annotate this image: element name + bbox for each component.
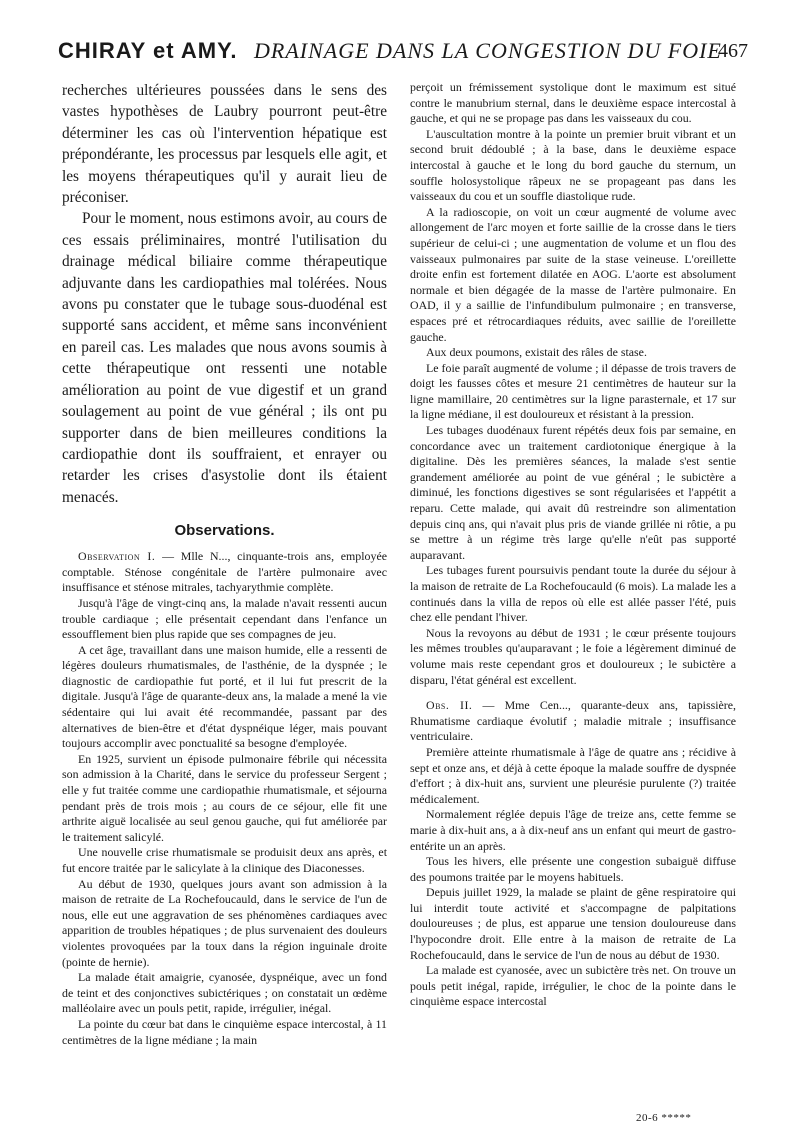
paragraph: Les tubages furent poursuivis pendant toute la durée du séjour à la maison de retraite de La Rochefoucauld (6 mois). La malade les a continués dans la villa de repos où elle est allée passer l'été, puis chez elle pendant l'hiver. [410, 563, 736, 625]
header-title: DRAINAGE DANS LA CONGESTION DU FOIE [254, 38, 722, 63]
signature-mark: 20-6 ***** [636, 1112, 692, 1124]
observation-1-label: Observation I. [78, 549, 156, 564]
paragraph: perçoit un frémissement systolique dont le maximum est situé contre le manubrium sternal, dans le deuxième espace intercostal à gauche, et qui ne se propage pas dans les vaisseaux du cou. [410, 80, 736, 126]
paragraph: Jusqu'à l'âge de vingt-cinq ans, la malade n'avait ressenti aucun trouble cardiaque ; elle présentait cependant dans l'enfance un essoufflement bien plus rapide que ses compagnes de jeu. [62, 595, 387, 642]
paragraph: Les tubages duodénaux furent répétés deux fois par semaine, en concordance avec un traitement cardiotonique énergique à la digitaline. Dès les premières séances, la malade s'est sentie grandement améliorée au point de vue général ; le subictère a diminué, les fonctions digestives se sont régularisées et l'appétit a reparu. Cette malade, qui avait dû restreindre son alimentation depuis cinq ans, qui n'avait plus pris de viande grillée ni rôtie, a pu se mettre à un régime très large qu'elle n'eût pas supporté auparavant. [410, 423, 736, 562]
paragraph: Tous les hivers, elle présente une congestion subaiguë diffuse des poumons traitée par le moyens habituels. [410, 854, 736, 884]
paragraph: Au début de 1930, quelques jours avant son admission à la maison de retraite de La Rochefoucauld, dans le service de l'un de nous, elle eut une aggravation de ses phénomènes cardiaques avec apparition de troubles hépatiques ; de plus survenaient des douleurs violentes provoquées par la toux dans la région inguinale droite (pointe de hernie). [62, 876, 387, 969]
paragraph: La malade est cyanosée, avec un subictère très net. On trouve un pouls petit inégal, rapide, irrégulier, le choc de la pointe dans le cinquième espace intercostal [410, 963, 736, 1009]
observation-1 [62, 549, 387, 1048]
paragraph: Depuis juillet 1929, la malade se plaint de gêne respiratoire qui lui interdit toute activité et s'accompagne de palpitations douloureuses ; de plus, est apparue une tension douloureuse dans l'hypocondre droit. Elle entre à la maison de retraite de La Rochefoucauld, dans le service de l'un de nous au début de 1930. [410, 885, 736, 962]
paragraph: Une nouvelle crise rhumatismale se produisit deux ans après, et fut encore traitée par le salicylate à la clinique des Diaconesses. [62, 845, 387, 875]
paragraph: Nous la revoyons au début de 1931 ; le cœur présente toujours les mêmes troubles qu'auparavant ; le foie a légèrement diminué de volume mais reste cependant gros et douloureux ; le subictère a disparu, l'état général est excellent. [410, 625, 736, 687]
intro-paragraph: Pour le moment, nous estimons avoir, au cours de ces essais préliminaires, montré l'utilisation du drainage médical biliaire comme thérapeutique adjuvante dans les cardiopathies mal tolérées. Nous avons pu constater que le tubage sous-duodénal est supporté sans accident, et même sans inconvénient en pareil cas. Les malades que nous avons soumis à cette thérapeutique ont ressenti une notable amélioration au point de vue digestif et un grand soulagement au point de vue général ; ils ont pu supporter dans de bien meilleures conditions la cardiopathie dont ils souffraient, et enrayer ou retarder les crises d'asystolie dont ils étaient menacés. [62, 210, 387, 506]
paragraph: La malade était amaigrie, cyanosée, dyspnéique, avec un fond de teint et des conjonctives subictériques ; on constatait un œdème malléolaire avec un pouls petit, rapide, irrégulier, inégal. [62, 970, 387, 1016]
right-column [410, 80, 736, 1010]
page-number: 467 [718, 40, 748, 62]
observation-2-summary: — Mme Cen..., quarante-deux ans, tapissière, Rhumatisme cardiaque évolutif ; maladie mitrale ; insuffisance ventriculaire. [410, 698, 736, 744]
paragraph: A cet âge, travaillant dans une maison humide, elle a ressenti de légères douleurs rhumatismales, de l'asthénie, de la dyspnée ; le diagnostic de cardiopathie fut porté, et il lui fut prescrit de la digitale. Jusqu'à l'âge de quarante-deux ans, la malade a mené la vie sédentaire qui lui avait été recommandée, passant par des alternatives de bien-être et d'état dyspnéique léger, mais pouvant toujours accomplir avec ponctualité sa besogne d'employée. [62, 642, 387, 751]
paragraph: La pointe du cœur bat dans le cinquième espace intercostal, à 11 centimètres de la ligne médiane ; la main [62, 1016, 387, 1047]
paragraph: Première atteinte rhumatismale à l'âge de quatre ans ; récidive à sept et onze ans, et déjà à cette époque la malade souffre de dyspnée d'effort ; à dix-huit ans, survient une pleurésie purulente (?) traitée médicalement. [410, 744, 736, 806]
observation-1-summary: — Mlle N..., cinquante-trois ans, employée comptable. Sténose congénitale de l'artère pulmonaire avec insuffisance et sténose mitrales, tachyarythmie complète. [62, 549, 387, 595]
paragraph: Aux deux poumons, existait des râles de stase. [426, 345, 647, 360]
header-authors: CHIRAY et AMY. [58, 38, 238, 63]
intro-paragraph: recherches ultérieures poussées dans le sens des vastes hypothèses de Laubry pourront peut-être déterminer les cas où l'intervention hépatique est prépondérante, les processus par lesquels elle agit, et les moyens thérapeutiques qu'il y aurait lieu de préconiser. [62, 82, 387, 207]
paragraph: A la radioscopie, on voit un cœur augmenté de volume avec allongement de l'arc moyen et forte saillie de la crosse dans le tiers supérieur de celui-ci ; une augmentation de volume et un flou des vaisseaux pulmonaires par suite de la stase veineuse. L'oreillette droite enfin est fortement dilatée en AOG. L'aorte est absolument normale et bien dégagée de la masse de l'artère pulmonaire. En OAD, il y a saillie de l'infundibulum pulmonaire ; en transverse, espaces pré et rétrocardiaques réduits, avec saillie de l'oreillette gauche. [410, 204, 736, 344]
observation-1-header [62, 549, 387, 596]
paragraph: Normalement réglée depuis l'âge de treize ans, cette femme se marie à dix-huit ans, a à dix-neuf ans un enfant qui meurt de gastro-entérite un an après. [410, 807, 736, 853]
paragraph: En 1925, survient un épisode pulmonaire fébrile qui nécessita son admission à la Charité, dans le service du professeur Sergent ; elle y fut traitée comme une cardiopathie rhumatismale, et séjourna pendant près de trois mois ; au cours de ce séjour, elle fit une arthrite aiguë localisée au seul genou gauche, qui fut améliorée par le traitement salicylé. [62, 751, 387, 844]
paragraph: L'auscultation montre à la pointe un premier bruit vibrant et un second bruit dédoublé ; à la base, dans le deuxième espace intercostal à gauche et le long du bord gauche du sternum, un souffle holosystolique râpeux ne se propageant pas dans les vaisseaux du cou et un souffle diastolique rude. [410, 126, 736, 204]
observations-heading: Observations. [174, 522, 275, 540]
left-column [62, 80, 387, 1048]
paragraph: Le foie paraît augmenté de volume ; il dépasse de trois travers de doigt les fausses côtes et mesure 21 centimètres de hauteur sur la ligne mamillaire, 20 centimètres sur la ligne parasternale, et 17 sur la ligne médiane, il est douloureux et résistant à la pression. [410, 360, 736, 422]
running-header [58, 38, 748, 74]
intro-text [62, 80, 387, 508]
observation-2-label: Obs. II. [426, 698, 473, 713]
observation-2-header [410, 698, 736, 745]
